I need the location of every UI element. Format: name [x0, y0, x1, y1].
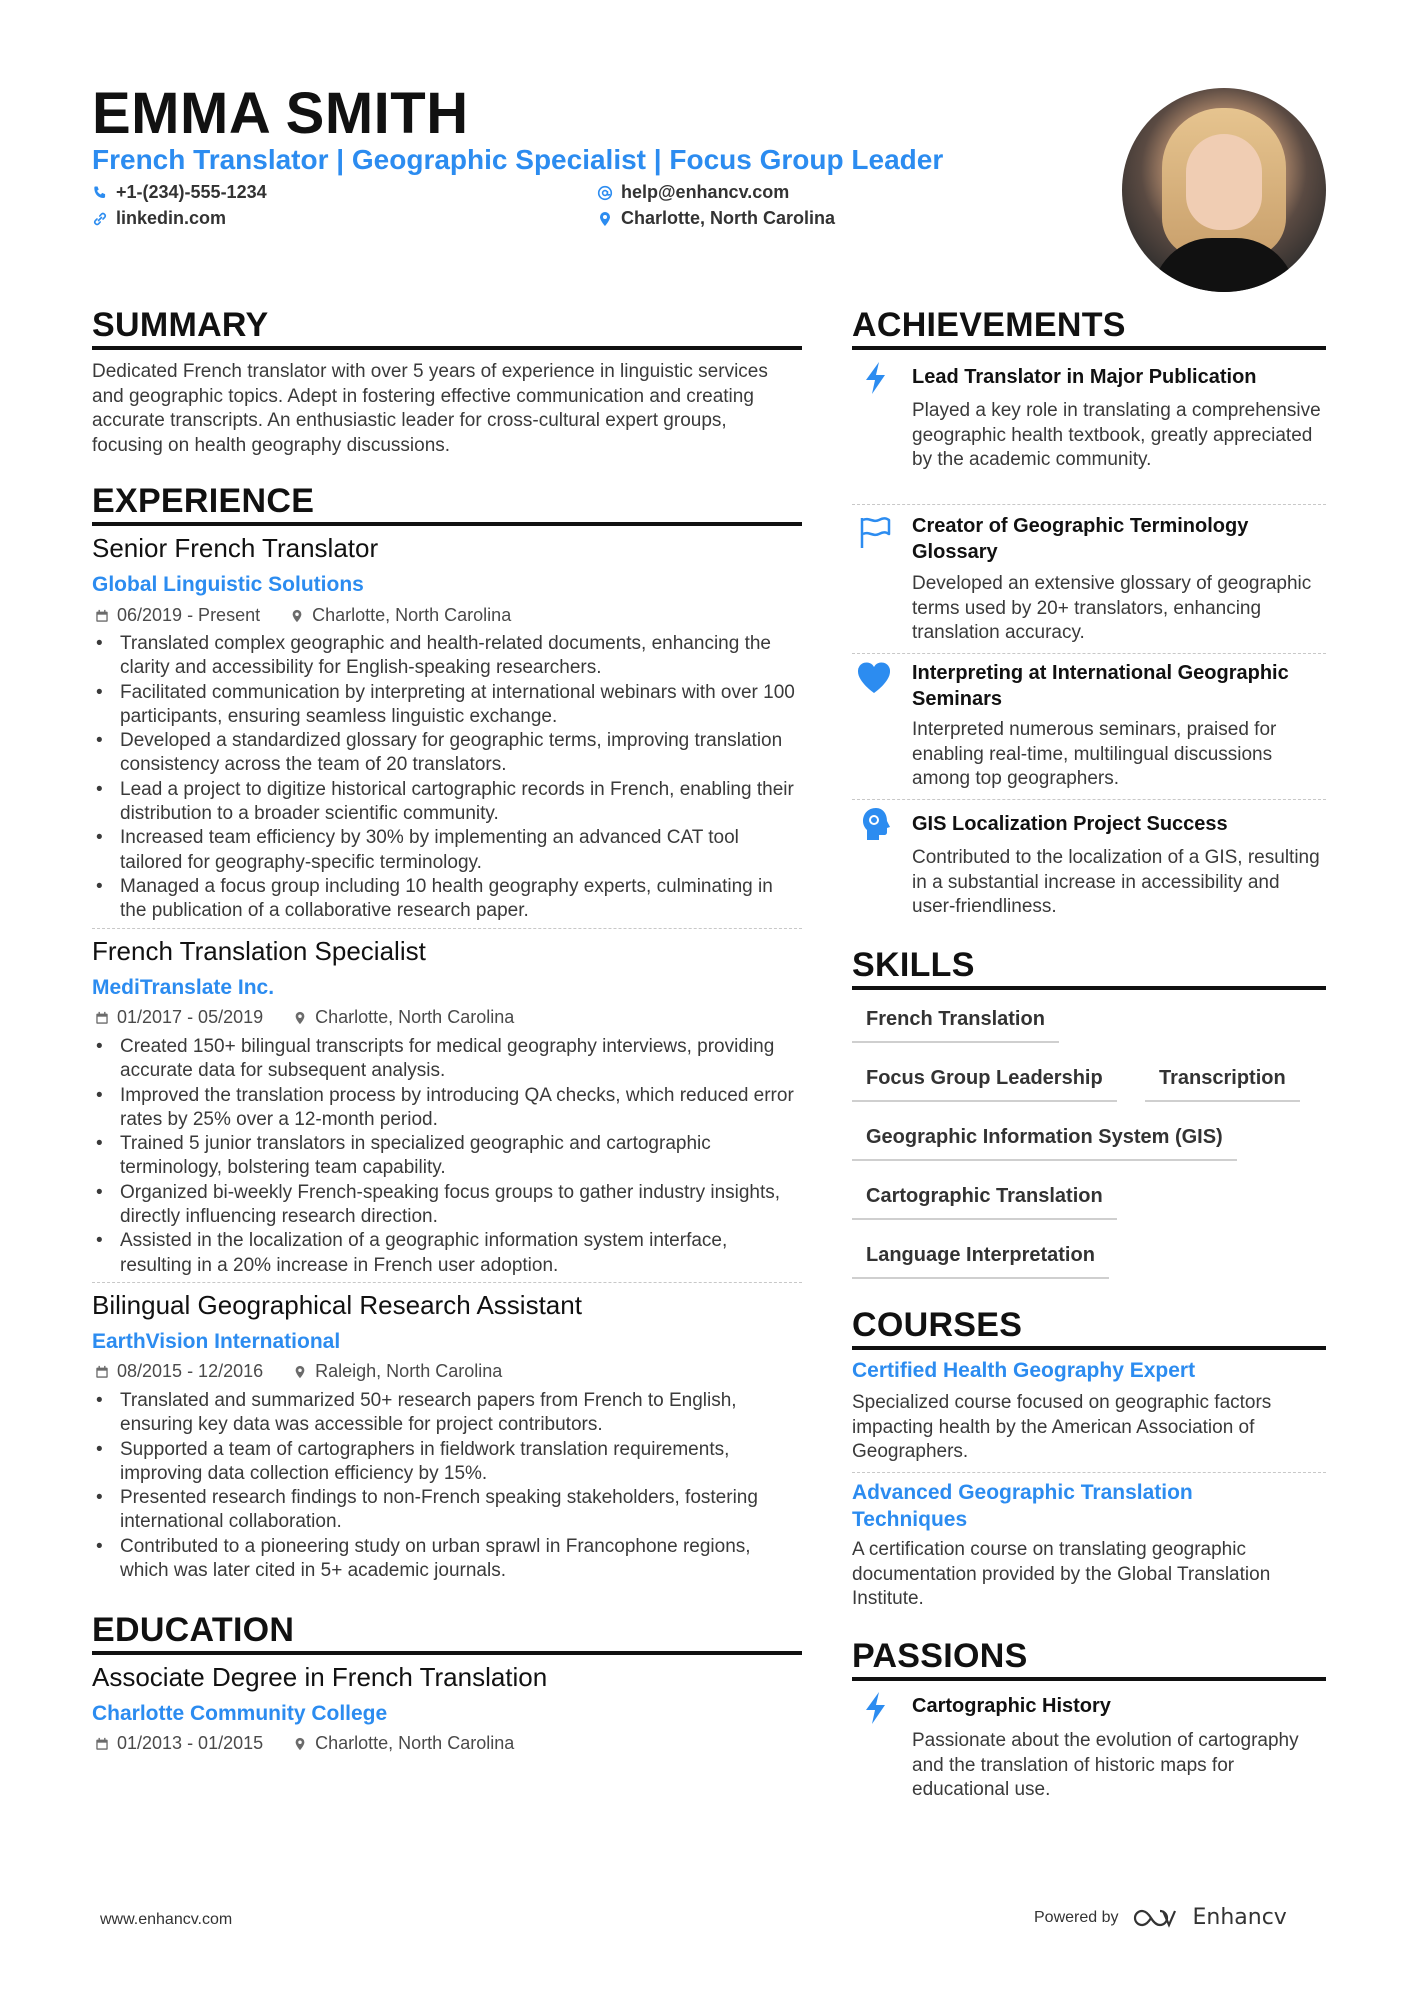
list-item: • Developed a standardized glossary for geographic terms, improving translation consistency across the team of 20 translators. [92, 729, 804, 778]
degree-title: Associate Degree in French Translation [92, 1662, 548, 1692]
profile-photo [1122, 88, 1326, 292]
contact-email[interactable] [597, 182, 789, 203]
calendar-icon [95, 1011, 109, 1025]
achievement-separator [852, 653, 1326, 654]
lightning-icon [858, 1690, 894, 1726]
job-location: Charlotte, North Carolina [293, 1007, 514, 1028]
phone-text: +1-(234)-555-1234 [116, 182, 267, 202]
job-dates: 01/2017 - 05/2019 [95, 1007, 263, 1028]
course-title: Certified Health Geography Expert [852, 1359, 1196, 1382]
location-pin-icon [290, 609, 304, 623]
achievements-heading: ACHIEVEMENTS [852, 306, 1126, 344]
achievement-title: Interpreting at International Geographic Seminars [912, 662, 1289, 710]
enhancv-logo-icon [1133, 1907, 1179, 1929]
job-separator [92, 1282, 802, 1283]
company-name: MediTranslate Inc. [92, 976, 275, 999]
course-desc: A certification course on translating geographic documentation provided by the Global Translation Institute. [852, 1539, 1271, 1609]
list-item: • Translated and summarized 50+ research papers from French to English, ensuring key data was accessible for project contributors. [92, 1389, 804, 1438]
courses-heading: COURSES [852, 1306, 1023, 1344]
heart-icon [856, 660, 892, 696]
enhancv-brand: Enhancv [1192, 1905, 1287, 1930]
education-heading: EDUCATION [92, 1611, 295, 1649]
job-meta [95, 1361, 532, 1382]
list-item: • Trained 5 junior translators in specialized geographic and cartographic terminology, bolstering team capability. [92, 1132, 804, 1181]
calendar-icon [95, 609, 109, 623]
job-meta [95, 1007, 544, 1028]
company-name: Global Linguistic Solutions [92, 573, 364, 596]
job-title: Bilingual Geographical Research Assistant [92, 1290, 582, 1320]
experience-divider [92, 522, 802, 526]
experience-heading: EXPERIENCE [92, 482, 315, 520]
list-item: • Managed a focus group including 10 health geography experts, culminating in the publication of a collaborative research paper. [92, 875, 804, 924]
job-dates: 08/2015 - 12/2016 [95, 1361, 263, 1382]
footer-website[interactable]: www.enhancv.com [100, 1911, 233, 1928]
list-item: • Improved the translation process by introducing QA checks, which reduced error rates by 25% over a 12-month period. [92, 1084, 804, 1133]
education-meta [95, 1733, 544, 1754]
calendar-icon [95, 1365, 109, 1379]
contact-linkedin[interactable] [92, 208, 226, 229]
list-item: • Facilitated communication by interpreting at international webinars with over 100 participants, ensuring seamless linguistic exchange. [92, 681, 804, 730]
company-name: EarthVision International [92, 1330, 341, 1353]
candidate-name: EMMA SMITH [92, 81, 469, 146]
achievements-divider [852, 346, 1326, 350]
skill-tag: Cartographic Translation [852, 1185, 1117, 1220]
course-separator [852, 1472, 1326, 1473]
job-location: Charlotte, North Carolina [290, 605, 511, 626]
head-brain-icon [858, 806, 894, 842]
contact-location [597, 208, 835, 229]
education-location: Charlotte, North Carolina [293, 1733, 514, 1754]
achievement-desc: Contributed to the localization of a GIS, resulting in a substantial increase in accessibility and user-friendliness. [912, 847, 1320, 917]
list-item: • Contributed to a pioneering study on urban sprawl in Francophone regions, which was later cited in 5+ academic journals. [92, 1535, 804, 1584]
candidate-headline: French Translator | Geographic Specialist | Focus Group Leader [92, 144, 944, 175]
passions-heading: PASSIONS [852, 1637, 1028, 1675]
list-item: • Created 150+ bilingual transcripts for medical geography interviews, providing accurate data for subsequent analysis. [92, 1035, 804, 1084]
at-icon [597, 185, 613, 201]
footer-branding [1034, 1905, 1287, 1930]
achievement-title: Creator of Geographic Terminology Glossary [912, 515, 1249, 563]
skills-heading: SKILLS [852, 946, 975, 984]
list-item: • Lead a project to digitize historical cartographic records in French, enabling their distribution to a broader scientific community. [92, 778, 804, 827]
school-name: Charlotte Community College [92, 1702, 388, 1725]
job-bullets [92, 632, 804, 924]
location-pin-icon [597, 211, 613, 227]
skill-tag: Focus Group Leadership [852, 1067, 1117, 1102]
achievement-separator [852, 799, 1326, 800]
calendar-icon [95, 1737, 109, 1751]
achievement-separator [852, 504, 1326, 505]
achievement-title: GIS Localization Project Success [912, 813, 1228, 835]
list-item: • Assisted in the localization of a geographic information system interface, resulting in a 20% increase in French user adoption. [92, 1229, 804, 1278]
course-desc: Specialized course focused on geographic factors impacting health by the American Association of Geographers. [852, 1392, 1272, 1462]
list-item: • Supported a team of cartographers in fieldwork translation requirements, improving data collection efficiency by 15%. [92, 1438, 804, 1487]
skills-divider [852, 986, 1326, 990]
job-bullets [92, 1035, 804, 1278]
email-link[interactable]: help@enhancv.com [621, 182, 790, 202]
location-pin-icon [293, 1365, 307, 1379]
contact-phone [92, 182, 267, 203]
linkedin-link[interactable]: linkedin.com [116, 208, 227, 228]
achievement-desc: Interpreted numerous seminars, praised for enabling real-time, multilingual discussions among top geographers. [912, 719, 1277, 789]
flag-icon [858, 514, 894, 550]
list-item: • Increased team efficiency by 30% by implementing an advanced CAT tool tailored for geography-specific terminology. [92, 826, 804, 875]
list-item: • Translated complex geographic and health-related documents, enhancing the clarity and accessibility for English-speaking researchers. [92, 632, 804, 681]
achievement-desc: Played a key role in translating a comprehensive geographic health textbook, greatly appreciated by the academic community. [912, 400, 1321, 470]
powered-by-label: Powered by [1034, 1908, 1119, 1926]
passion-title: Cartographic History [912, 1695, 1111, 1717]
skill-tag: Language Interpretation [852, 1244, 1109, 1279]
courses-divider [852, 1346, 1326, 1350]
skill-tag: Geographic Information System (GIS) [852, 1126, 1237, 1161]
achievement-title: Lead Translator in Major Publication [912, 366, 1257, 388]
list-item: • Organized bi-weekly French-speaking focus groups to gather industry insights, directly influencing research direction. [92, 1181, 804, 1230]
job-location: Raleigh, North Carolina [293, 1361, 502, 1382]
job-separator [92, 928, 802, 929]
job-title: French Translation Specialist [92, 936, 426, 966]
job-title: Senior French Translator [92, 533, 379, 563]
location-pin-icon [293, 1737, 307, 1751]
education-divider [92, 1651, 802, 1655]
lightning-icon [858, 360, 894, 396]
location-pin-icon [293, 1011, 307, 1025]
summary-divider [92, 346, 802, 350]
job-bullets [92, 1389, 804, 1583]
skill-tag: French Translation [852, 1008, 1059, 1043]
link-icon [92, 211, 108, 227]
passions-divider [852, 1677, 1326, 1681]
course-title: Advanced Geographic Translation Techniques [852, 1481, 1193, 1531]
education-dates: 01/2013 - 01/2015 [95, 1733, 263, 1754]
list-item: • Presented research findings to non-French speaking stakeholders, fostering international collaboration. [92, 1486, 804, 1535]
summary-heading: SUMMARY [92, 306, 269, 344]
achievement-desc: Developed an extensive glossary of geographic terms used by 20+ translators, enhancing translation accuracy. [912, 573, 1312, 643]
summary-text: Dedicated French translator with over 5 years of experience in linguistic services and geographic topics. Adept in fostering effective communication and creating accurate transcripts. An enthusiastic leader for cross-cultural expert groups, focusing on health geography discussions. [92, 361, 768, 456]
passion-desc: Passionate about the evolution of cartography and the translation of historic maps for educational use. [912, 1730, 1299, 1800]
phone-icon [92, 185, 108, 201]
location-text: Charlotte, North Carolina [621, 208, 836, 228]
skill-tag: Transcription [1145, 1067, 1300, 1102]
job-meta [95, 605, 541, 626]
job-dates: 06/2019 - Present [95, 605, 260, 626]
